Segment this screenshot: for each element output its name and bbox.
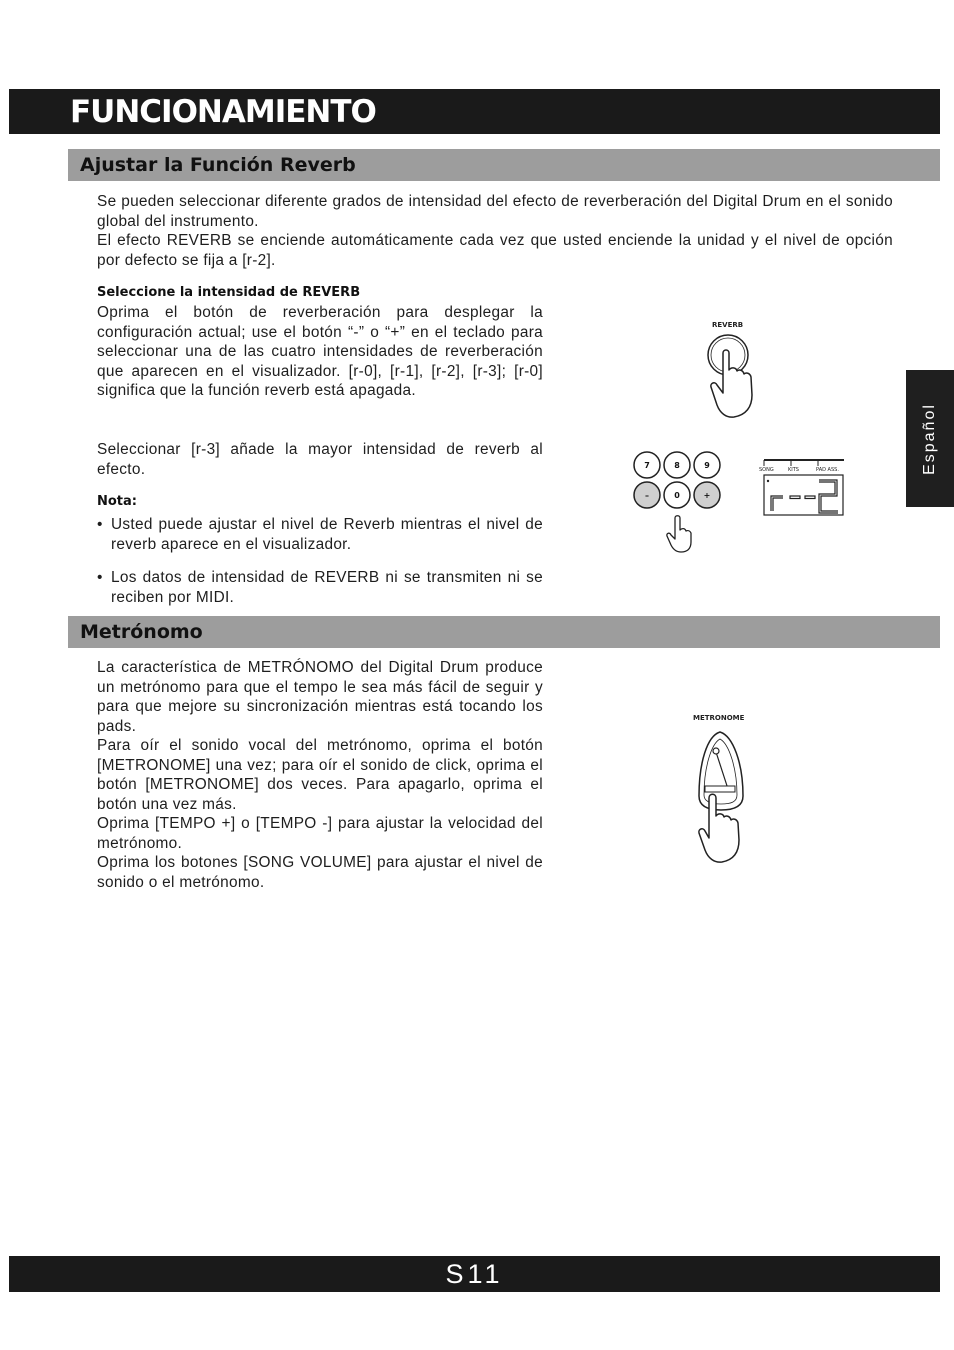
- key-0-label: 0: [674, 491, 680, 500]
- key-minus-label: –: [645, 491, 649, 500]
- key-8-label: 8: [674, 461, 680, 470]
- lcd-display-figure: [756, 456, 848, 518]
- page-title: FUNCIONAMIENTO: [70, 94, 376, 130]
- metronome-body-4: Oprima los botones [SONG VOLUME] para ajustar el nivel de sonido o el metrónomo.: [97, 854, 543, 891]
- pointing-hand-icon: [667, 516, 691, 552]
- note-text: Los datos de intensidad de REVERB ni se transmiten ni se reciben por MIDI.: [111, 569, 543, 606]
- metronome-button-figure: [685, 708, 785, 878]
- pointing-hand-icon: [711, 350, 752, 417]
- reverb-section-header: [68, 149, 940, 181]
- metronome-body-1: La característica de METRÓNOMO del Digital Drum produce un metrónomo para que el tempo le sea más fácil de seguir y para que mejore su sincronización mientras está tocando los pads.: [97, 659, 543, 735]
- metronome-body-2: Para oír el sonido vocal del metrónomo, oprima el botón [METRONOME] una vez; para oír el sonido de click, oprima el botón [METRONOME] dos veces. Para apagarlo, oprima el botón una vez más.: [97, 737, 543, 813]
- note-heading: Nota:: [97, 494, 137, 509]
- reverb-button-figure: [690, 315, 770, 425]
- note-item: [97, 568, 543, 607]
- reverb-body-2: Seleccionar [r-3] añade la mayor intensidad de reverb al efecto.: [97, 441, 543, 478]
- reverb-intro-1: Se pueden seleccionar diferente grados de intensidad del efecto de reverberación del Digital Drum en el sonido global del instrumento.: [97, 193, 893, 230]
- page-number: S11: [445, 1259, 504, 1289]
- lcd-screen: [764, 475, 843, 515]
- reverb-body-1: Oprima el botón de reverberación para desplegar la configuración actual; use el botón “-” o “+” en el teclado para seleccionar una de las cuatro intensidades de reverberación que aparecen en el visualizador. [r-0], [r-1], [r-2], [r-3]; [r-0] significa que la función reverb está apagada.: [97, 304, 543, 399]
- keypad-row-top: [634, 452, 720, 478]
- bullet-dot: •: [97, 516, 103, 533]
- reverb-subheading: Seleccione la intensidad de REVERB: [97, 285, 361, 300]
- keypad-row-bottom: [634, 482, 720, 508]
- key-9-label: 9: [704, 461, 710, 470]
- metronome-button-label: METRONOME: [693, 714, 745, 722]
- title-bar: [9, 89, 940, 134]
- note-text: Usted puede ajustar el nivel de Reverb mientras el nivel de reverb aparece en el visualizador.: [111, 516, 543, 553]
- keypad-figure: [630, 450, 725, 555]
- reverb-button-label: REVERB: [712, 321, 744, 329]
- reverb-intro-2: El efecto REVERB se enciende automáticamente cada vez que usted enciende la unidad y el nivel de opción por defecto se fija a [r-2].: [97, 232, 893, 269]
- language-tab-label: Español: [921, 402, 938, 475]
- metronome-section-header: [68, 616, 940, 648]
- key-7-label: 7: [644, 461, 650, 470]
- metronome-section-title: Metrónomo: [80, 621, 203, 643]
- language-tab: [906, 370, 954, 507]
- metronome-body-3: Oprima [TEMPO +] o [TEMPO -] para ajustar la velocidad del metrónomo.: [97, 815, 543, 852]
- key-plus-label: +: [703, 491, 711, 500]
- display-label-song: SONG: [759, 467, 774, 473]
- note-item: [97, 515, 543, 554]
- display-label-pad-ass: PAD ASS.: [816, 467, 839, 473]
- reverb-section-title: Ajustar la Función Reverb: [80, 154, 356, 176]
- bullet-dot: •: [97, 569, 103, 586]
- footer-bar: [9, 1256, 940, 1292]
- display-label-kits: KITS: [788, 467, 799, 473]
